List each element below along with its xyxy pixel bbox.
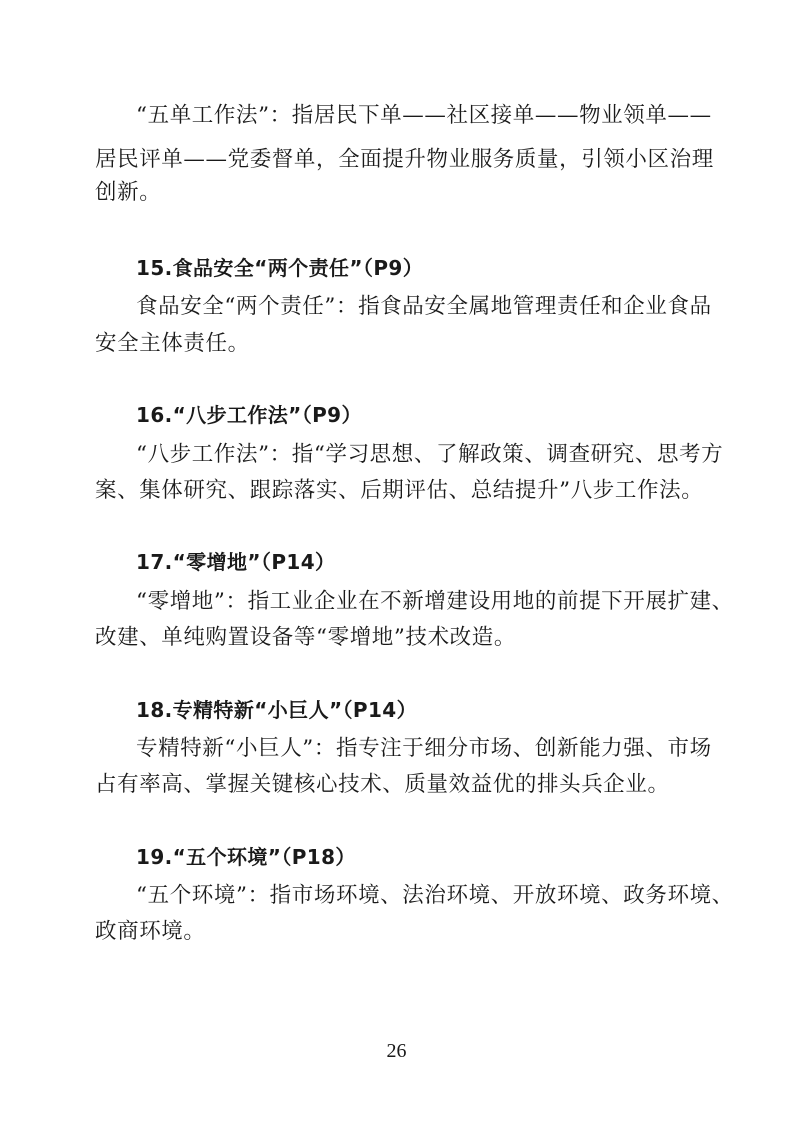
section-heading-18: 18.专精特新“小巨人”（P14） (136, 698, 418, 722)
section-16-line-2: 案、集体研究、跟踪落实、后期评估、总结提升”八步工作法。 (95, 478, 704, 503)
section-15-line-1: 食品安全“两个责任”：指食品安全属地管理责任和企业食品 (136, 294, 712, 319)
section-18-line-2: 占有率高、掌握关键核心技术、质量效益优的排头兵企业。 (95, 772, 670, 797)
section-19-line-2: 政商环境。 (95, 919, 206, 944)
intro-line-3: 创新。 (95, 180, 162, 205)
section-17-line-2: 改建、单纯购置设备等“零增地”技术改造。 (95, 625, 516, 650)
section-17-line-1: “零增地”：指工业企业在不新增建设用地的前提下开展扩建、 (136, 589, 734, 614)
intro-line-2: 居民评单——党委督单，全面提升物业服务质量，引领小区治理 (95, 147, 714, 172)
section-16-line-1: “八步工作法”：指“学习思想、了解政策、调查研究、思考方 (136, 442, 724, 467)
page-number: 26 (386, 1040, 407, 1062)
section-15-line-2: 安全主体责任。 (95, 331, 250, 356)
section-heading-15: 15.食品安全“两个责任”（P9） (136, 256, 424, 280)
section-19-line-1: “五个环境”：指市场环境、法治环境、开放环境、政务环境、 (136, 883, 734, 908)
section-heading-17: 17.“零增地”（P14） (136, 550, 336, 574)
section-heading-16: 16.“八步工作法”（P9） (136, 403, 362, 427)
section-18-line-1: 专精特新“小巨人”：指专注于细分市场、创新能力强、市场 (136, 736, 712, 761)
intro-line-1: “五单工作法”：指居民下单——社区接单——物业领单—— (136, 103, 712, 128)
section-heading-19: 19.“五个环境”（P18） (136, 845, 356, 869)
